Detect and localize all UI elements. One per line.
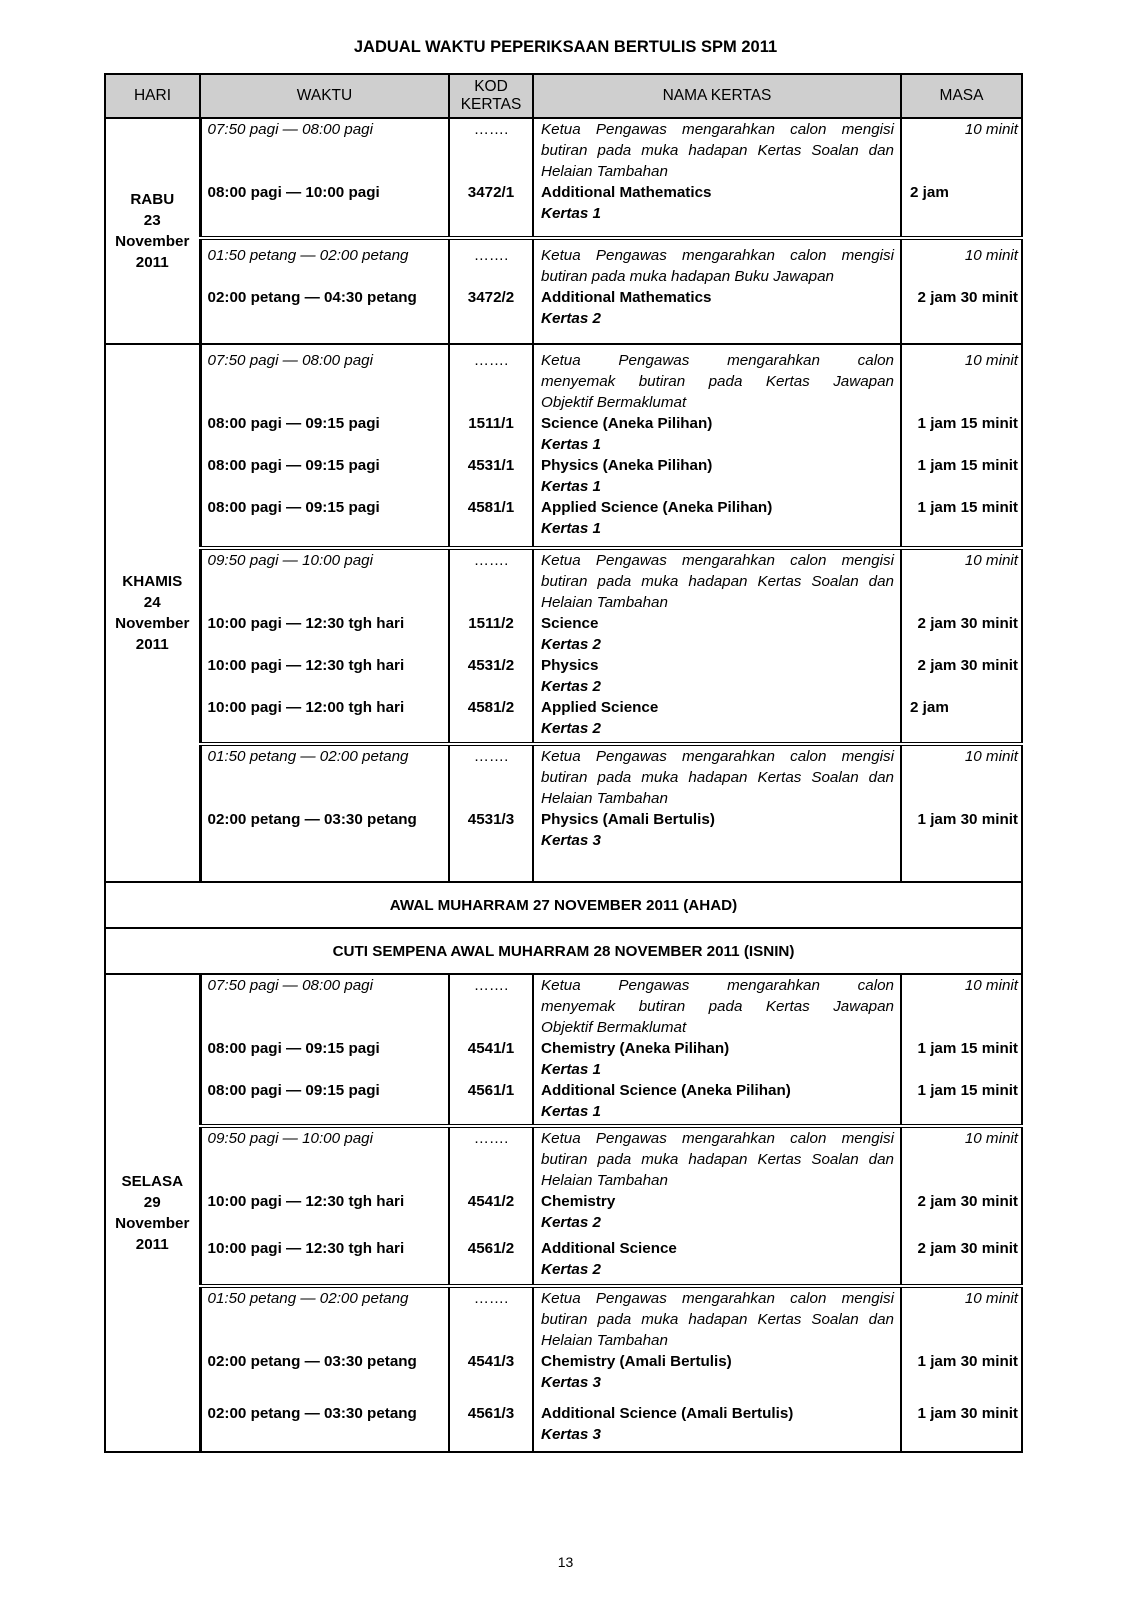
instruction-text: Helaian Tambahan [541, 594, 668, 611]
header-nama: NAMA KERTAS [533, 74, 901, 118]
code-text: ……. [473, 1130, 509, 1147]
subject-text: Additional Science (Amali Bertulis) [541, 1405, 794, 1422]
code-text: ……. [473, 552, 509, 569]
day-date: 23 [143, 212, 161, 229]
holiday-banner-muharram: AWAL MUHARRAM 27 NOVEMBER 2011 (AHAD) [105, 882, 1022, 928]
code-text: 4561/1 [467, 1082, 515, 1099]
code-text: 4531/1 [467, 457, 515, 474]
paper-text: Kertas 2 [541, 636, 601, 653]
masa-cell [901, 974, 1022, 1126]
time-text: 09:50 pagi — 10:00 pagi [207, 1130, 374, 1147]
nama-cell [533, 238, 901, 344]
day-month: November [115, 233, 190, 250]
subject-text: Chemistry (Aneka Pilihan) [541, 1040, 730, 1057]
header-waktu: WAKTU [200, 74, 449, 118]
time-text: 09:50 pagi — 10:00 pagi [207, 552, 374, 569]
instruction-text: Helaian Tambahan [541, 790, 668, 807]
kod-cell [449, 118, 533, 238]
instruction-text: Helaian Tambahan [541, 1172, 668, 1189]
instruction-text: Helaian Tambahan [541, 163, 668, 180]
subject-text: Additional Science [541, 1240, 677, 1257]
subject-text: Applied Science [541, 699, 659, 716]
paper-text: Kertas 2 [541, 1214, 601, 1231]
paper-text: Kertas 1 [541, 478, 601, 495]
code-text: ……. [473, 748, 509, 765]
instruction-text: butiran pada muka hadapan Kertas Soalan dan [541, 573, 894, 590]
table-row [105, 882, 1022, 928]
duration-text: 10 minit [964, 121, 1018, 138]
waktu-cell [200, 118, 449, 238]
instruction-text: Ketua Pengawas mengarahkan calon mengisi [541, 748, 894, 765]
time-text: 08:00 pagi — 09:15 pagi [207, 457, 380, 474]
instruction-text: Objektif Bermaklumat [541, 394, 687, 411]
instruction-text: Ketua Pengawas mengarahkan calon mengisi [541, 1290, 894, 1307]
subject-text: Additional Mathematics [541, 289, 712, 306]
waktu-cell [200, 548, 449, 744]
time-text: 08:00 pagi — 09:15 pagi [207, 1040, 380, 1057]
time-text: 02:00 petang — 03:30 petang [207, 1405, 417, 1422]
day-month: November [115, 615, 190, 632]
nama-cell [533, 744, 901, 882]
masa-cell [901, 118, 1022, 238]
nama-cell [533, 1286, 901, 1452]
instruction-text: Objektif Bermaklumat [541, 1019, 687, 1036]
time-text: 08:00 pagi — 10:00 pagi [207, 184, 380, 201]
code-text: 1511/2 [468, 615, 514, 632]
header-hari: HARI [105, 74, 200, 118]
time-text: 10:00 pagi — 12:30 tgh hari [207, 1193, 405, 1210]
holiday-banner-cuti: CUTI SEMPENA AWAL MUHARRAM 28 NOVEMBER 2011 (ISNIN) [105, 928, 1022, 974]
header-row [105, 74, 1022, 118]
code-text: ……. [473, 1290, 509, 1307]
subject-text: Applied Science (Aneka Pilihan) [541, 499, 773, 516]
time-text: 07:50 pagi — 08:00 pagi [207, 121, 374, 138]
duration-text: 1 jam 30 minit [917, 1353, 1018, 1370]
header-kod-line2: KERTAS [460, 96, 522, 113]
duration-text: 1 jam 30 minit [917, 811, 1018, 828]
instruction-text: Ketua Pengawas mengarahkan calon [541, 352, 894, 369]
duration-text: 1 jam 15 minit [917, 415, 1018, 432]
table-row [105, 928, 1022, 974]
header-masa: MASA [901, 74, 1022, 118]
duration-text: 10 minit [964, 1130, 1018, 1147]
subject-text: Physics (Amali Bertulis) [541, 811, 715, 828]
code-text: 4581/1 [467, 499, 515, 516]
subject-text: Chemistry [541, 1193, 616, 1210]
day-khamis [105, 344, 200, 882]
masa-cell [901, 238, 1022, 344]
code-text: 4541/1 [467, 1040, 515, 1057]
subject-text: Science (Aneka Pilihan) [541, 415, 713, 432]
exam-timetable [104, 73, 1023, 1453]
day-year: 2011 [135, 636, 169, 653]
subject-text: Physics (Aneka Pilihan) [541, 457, 713, 474]
paper-text: Kertas 1 [541, 1061, 601, 1078]
time-text: 01:50 petang — 02:00 petang [207, 748, 409, 765]
instruction-text: Ketua Pengawas mengarahkan calon mengisi [541, 1130, 894, 1147]
kod-cell [449, 974, 533, 1126]
kod-cell [449, 238, 533, 344]
paper-text: Kertas 2 [541, 310, 601, 327]
paper-text: Kertas 3 [541, 1426, 601, 1443]
subject-text: Additional Mathematics [541, 184, 712, 201]
nama-cell [533, 974, 901, 1126]
day-rabu [105, 118, 200, 344]
time-text: 10:00 pagi — 12:00 tgh hari [207, 699, 405, 716]
code-text: 4541/3 [467, 1353, 515, 1370]
instruction-text: Ketua Pengawas mengarahkan calon mengisi [541, 121, 894, 138]
duration-text: 10 minit [964, 247, 1018, 264]
paper-text: Kertas 2 [541, 1261, 601, 1278]
time-text: 08:00 pagi — 09:15 pagi [207, 499, 380, 516]
duration-text: 1 jam 15 minit [917, 457, 1018, 474]
table-row [105, 744, 1022, 882]
duration-text: 2 jam 30 minit [917, 1193, 1018, 1210]
duration-text: 1 jam 15 minit [917, 1082, 1018, 1099]
kod-cell [449, 1286, 533, 1452]
kod-cell [449, 744, 533, 882]
page-number: 13 [557, 1554, 574, 1570]
code-text: ……. [473, 247, 509, 264]
waktu-cell [200, 1286, 449, 1452]
paper-text: Kertas 1 [541, 1103, 601, 1120]
code-text: 3472/2 [467, 289, 515, 306]
table-row [105, 548, 1022, 744]
instruction-text: Ketua Pengawas mengarahkan calon [541, 977, 894, 994]
instruction-text: menyemak butiran pada Kertas Jawapan [541, 373, 894, 390]
masa-cell [901, 744, 1022, 882]
instruction-text: Helaian Tambahan [541, 1332, 668, 1349]
time-text: 02:00 petang — 04:30 petang [207, 289, 417, 306]
code-text: ……. [473, 352, 509, 369]
table-row [105, 1126, 1022, 1286]
waktu-cell [200, 744, 449, 882]
duration-text: 1 jam 30 minit [917, 1405, 1018, 1422]
duration-text: 2 jam 30 minit [917, 1240, 1018, 1257]
day-month: November [115, 1215, 190, 1232]
duration-text: 10 minit [964, 1290, 1018, 1307]
paper-text: Kertas 1 [541, 205, 601, 222]
code-text: ……. [473, 121, 509, 138]
instruction-text: Ketua Pengawas mengarahkan calon mengisi [541, 247, 894, 264]
day-name: KHAMIS [122, 573, 183, 590]
day-year: 2011 [135, 1236, 169, 1253]
paper-text: Kertas 2 [541, 678, 601, 695]
waktu-cell [200, 344, 449, 548]
masa-cell [901, 1286, 1022, 1452]
code-text: ……. [473, 977, 509, 994]
instruction-text: butiran pada muka hadapan Kertas Soalan dan [541, 769, 894, 786]
instruction-text: butiran pada muka hadapan Buku Jawapan [541, 268, 834, 285]
duration-text: 2 jam 30 minit [917, 615, 1018, 632]
duration-text: 10 minit [964, 352, 1018, 369]
code-text: 4581/2 [467, 699, 515, 716]
masa-cell [901, 1126, 1022, 1286]
code-text: 4561/3 [467, 1405, 515, 1422]
table-row [105, 1286, 1022, 1452]
header-kod-line1: KOD [474, 78, 508, 95]
code-text: 3472/1 [467, 184, 515, 201]
instruction-text: Ketua Pengawas mengarahkan calon mengisi [541, 552, 894, 569]
time-text: 07:50 pagi — 08:00 pagi [207, 977, 374, 994]
subject-text: Chemistry (Amali Bertulis) [541, 1353, 732, 1370]
duration-text: 2 jam 30 minit [917, 289, 1018, 306]
code-text: 4531/3 [467, 811, 515, 828]
header-kod [449, 74, 533, 118]
day-name: SELASA [121, 1173, 184, 1190]
time-text: 01:50 petang — 02:00 petang [207, 247, 409, 264]
time-text: 02:00 petang — 03:30 petang [207, 811, 417, 828]
duration-text: 2 jam [910, 699, 949, 716]
time-text: 01:50 petang — 02:00 petang [207, 1290, 409, 1307]
time-text: 10:00 pagi — 12:30 tgh hari [207, 615, 405, 632]
time-text: 02:00 petang — 03:30 petang [207, 1353, 417, 1370]
duration-text: 2 jam [910, 184, 949, 201]
paper-text: Kertas 2 [541, 720, 601, 737]
subject-text: Physics [541, 657, 599, 674]
nama-cell [533, 118, 901, 238]
day-selasa [105, 974, 200, 1452]
day-date: 24 [143, 594, 161, 611]
subject-text: Additional Science (Aneka Pilihan) [541, 1082, 791, 1099]
nama-cell [533, 548, 901, 744]
duration-text: 10 minit [964, 748, 1018, 765]
instruction-text: menyemak butiran pada Kertas Jawapan [541, 998, 894, 1015]
paper-text: Kertas 3 [541, 832, 601, 849]
table-row [105, 974, 1022, 1126]
day-name: RABU [130, 191, 175, 208]
nama-cell [533, 344, 901, 548]
page-title: JADUAL WAKTU PEPERIKSAAN BERTULIS SPM 2011 [353, 38, 778, 56]
duration-text: 1 jam 15 minit [917, 1040, 1018, 1057]
paper-text: Kertas 3 [541, 1374, 601, 1391]
masa-cell [901, 548, 1022, 744]
waktu-cell [200, 974, 449, 1126]
code-text: 4561/2 [467, 1240, 515, 1257]
masa-cell [901, 344, 1022, 548]
instruction-text: butiran pada muka hadapan Kertas Soalan dan [541, 1311, 894, 1328]
time-text: 10:00 pagi — 12:30 tgh hari [207, 657, 405, 674]
instruction-text: butiran pada muka hadapan Kertas Soalan dan [541, 1151, 894, 1168]
time-text: 10:00 pagi — 12:30 tgh hari [207, 1240, 405, 1257]
waktu-cell [200, 238, 449, 344]
kod-cell [449, 1126, 533, 1286]
kod-cell [449, 548, 533, 744]
paper-text: Kertas 1 [541, 520, 601, 537]
subject-text: Science [541, 615, 599, 632]
code-text: 1511/1 [468, 415, 514, 432]
duration-text: 1 jam 15 minit [917, 499, 1018, 516]
duration-text: 10 minit [964, 977, 1018, 994]
day-year: 2011 [135, 254, 169, 271]
code-text: 4531/2 [467, 657, 515, 674]
day-date: 29 [143, 1194, 161, 1211]
waktu-cell [200, 1126, 449, 1286]
table-row [105, 344, 1022, 548]
duration-text: 10 minit [964, 552, 1018, 569]
kod-cell [449, 344, 533, 548]
time-text: 08:00 pagi — 09:15 pagi [207, 1082, 380, 1099]
instruction-text: butiran pada muka hadapan Kertas Soalan dan [541, 142, 894, 159]
table-row [105, 238, 1022, 344]
code-text: 4541/2 [467, 1193, 515, 1210]
paper-text: Kertas 1 [541, 436, 601, 453]
nama-cell [533, 1126, 901, 1286]
duration-text: 2 jam 30 minit [917, 657, 1018, 674]
time-text: 08:00 pagi — 09:15 pagi [207, 415, 380, 432]
table-row [105, 118, 1022, 238]
time-text: 07:50 pagi — 08:00 pagi [207, 352, 374, 369]
